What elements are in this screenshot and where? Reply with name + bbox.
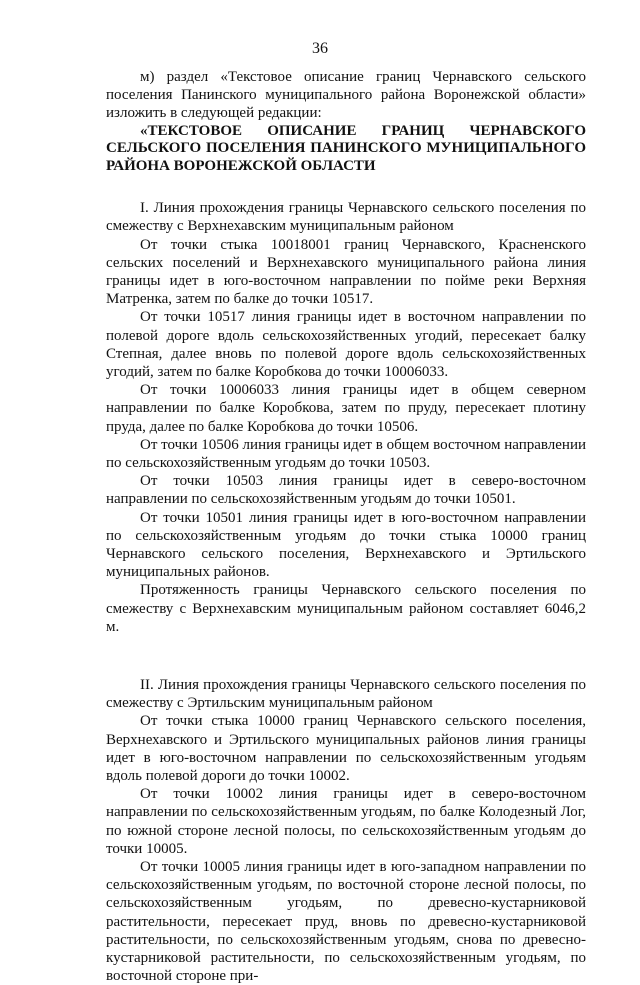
document-body (106, 68, 586, 985)
section-1-paragraph: От точки 10517 линия границы идет в восточном направлении по полевой дороге вдоль сельскохозяйственных угодий, пересекает балку Степная, далее вновь по полевой дороге вдоль сельскохозяйственных угодий, затем по балке Коробкова до точки 10006033. (106, 309, 586, 380)
spacer (106, 175, 586, 199)
section-1-paragraph: От точки 10501 линия границы идет в юго-восточном направлении по сельскохозяйственным угодьям до точки стыка 10000 границ Чернавского сельского поселения, Верхнехавского и Эртильского муниципальных районов. (106, 509, 586, 581)
section-2-paragraph: От точки 10002 линия границы идет в северо-восточном направлении по сельскохозяйственным угодьям, по балке Колодезный Лог, по южной стороне лесной полосы, по сельскохозяйственным угодьям до точки 10005. (106, 786, 586, 857)
section-1-length: Протяженность границы Чернавского сельского поселения по смежеству с Верхнехавским муниципальным районом составляет 6046,2 м. (106, 582, 586, 635)
page-number: 36 (312, 40, 328, 57)
section-1-paragraph: От точки 10506 линия границы идет в общем восточном направлении по сельскохозяйственным угодьям до точки 10503. (106, 436, 586, 471)
section-2-paragraph: От точки стыка 10000 границ Чернавского сельского поселения, Верхнехавского и Эртильского муниципальных районов линия границы идет в юго-восточном направлении по сельскохозяйственным угодьям вдоль полевой дороги до точки 10002. (106, 713, 586, 784)
section-1-paragraph: От точки 10006033 линия границы идет в общем северном направлении по балке Коробкова, затем по пруду, пересекает плотину пруда, далее по балке Коробкова до точки 10506. (106, 382, 586, 435)
section-2-paragraph: От точки 10005 линия границы идет в юго-западном направлении по сельскохозяйственным угодьям, по восточной стороне лесной полосы, по сельскохозяйственным угодьям, по древесно-кустарниковой растительности, пересекает пруд, вновь по древесно-кустарниковой растительности, по сельскохозяйственным угодьям, снова по древесно-кустарниковой растительности, по сельскохозяйственным угодьям, по восточной стороне при- (106, 859, 586, 985)
section-1-paragraph: От точки 10503 линия границы идет в северо-восточном направлении по сельскохозяйственным угодьям до точки 10501. (106, 473, 586, 508)
spacer (106, 636, 586, 676)
section-1-heading: I. Линия прохождения границы Чернавского сельского поселения по смежеству с Верхнехавским муниципальным районом (106, 200, 586, 235)
section-1 (106, 199, 586, 636)
section-1-paragraph: От точки стыка 10018001 границ Чернавского, Красненского сельских поселений и Верхнехавского муниципального района линия границы идет в юго-восточном направлении по пойме реки Верхняя Матренка, затем по балке до точки 10517. (106, 236, 586, 308)
intro-paragraph: м) раздел «Текстовое описание границ Чернавского сельского поселения Панинского муниципального района Воронежской области» изложить в следующей редакции: (106, 69, 586, 122)
section-2-heading: II. Линия прохождения границы Чернавского сельского поселения по смежеству с Эртильским муниципальным районом (106, 676, 586, 712)
section-2 (106, 676, 586, 985)
document-title: «ТЕКСТОВОЕ ОПИСАНИЕ ГРАНИЦ ЧЕРНАВСКОГО СЕЛЬСКОГО ПОСЕЛЕНИЯ ПАНИНСКОГО МУНИЦИПАЛЬНОГО РАЙОНА ВОРОНЕЖСКОЙ ОБЛАСТИ (106, 122, 586, 174)
